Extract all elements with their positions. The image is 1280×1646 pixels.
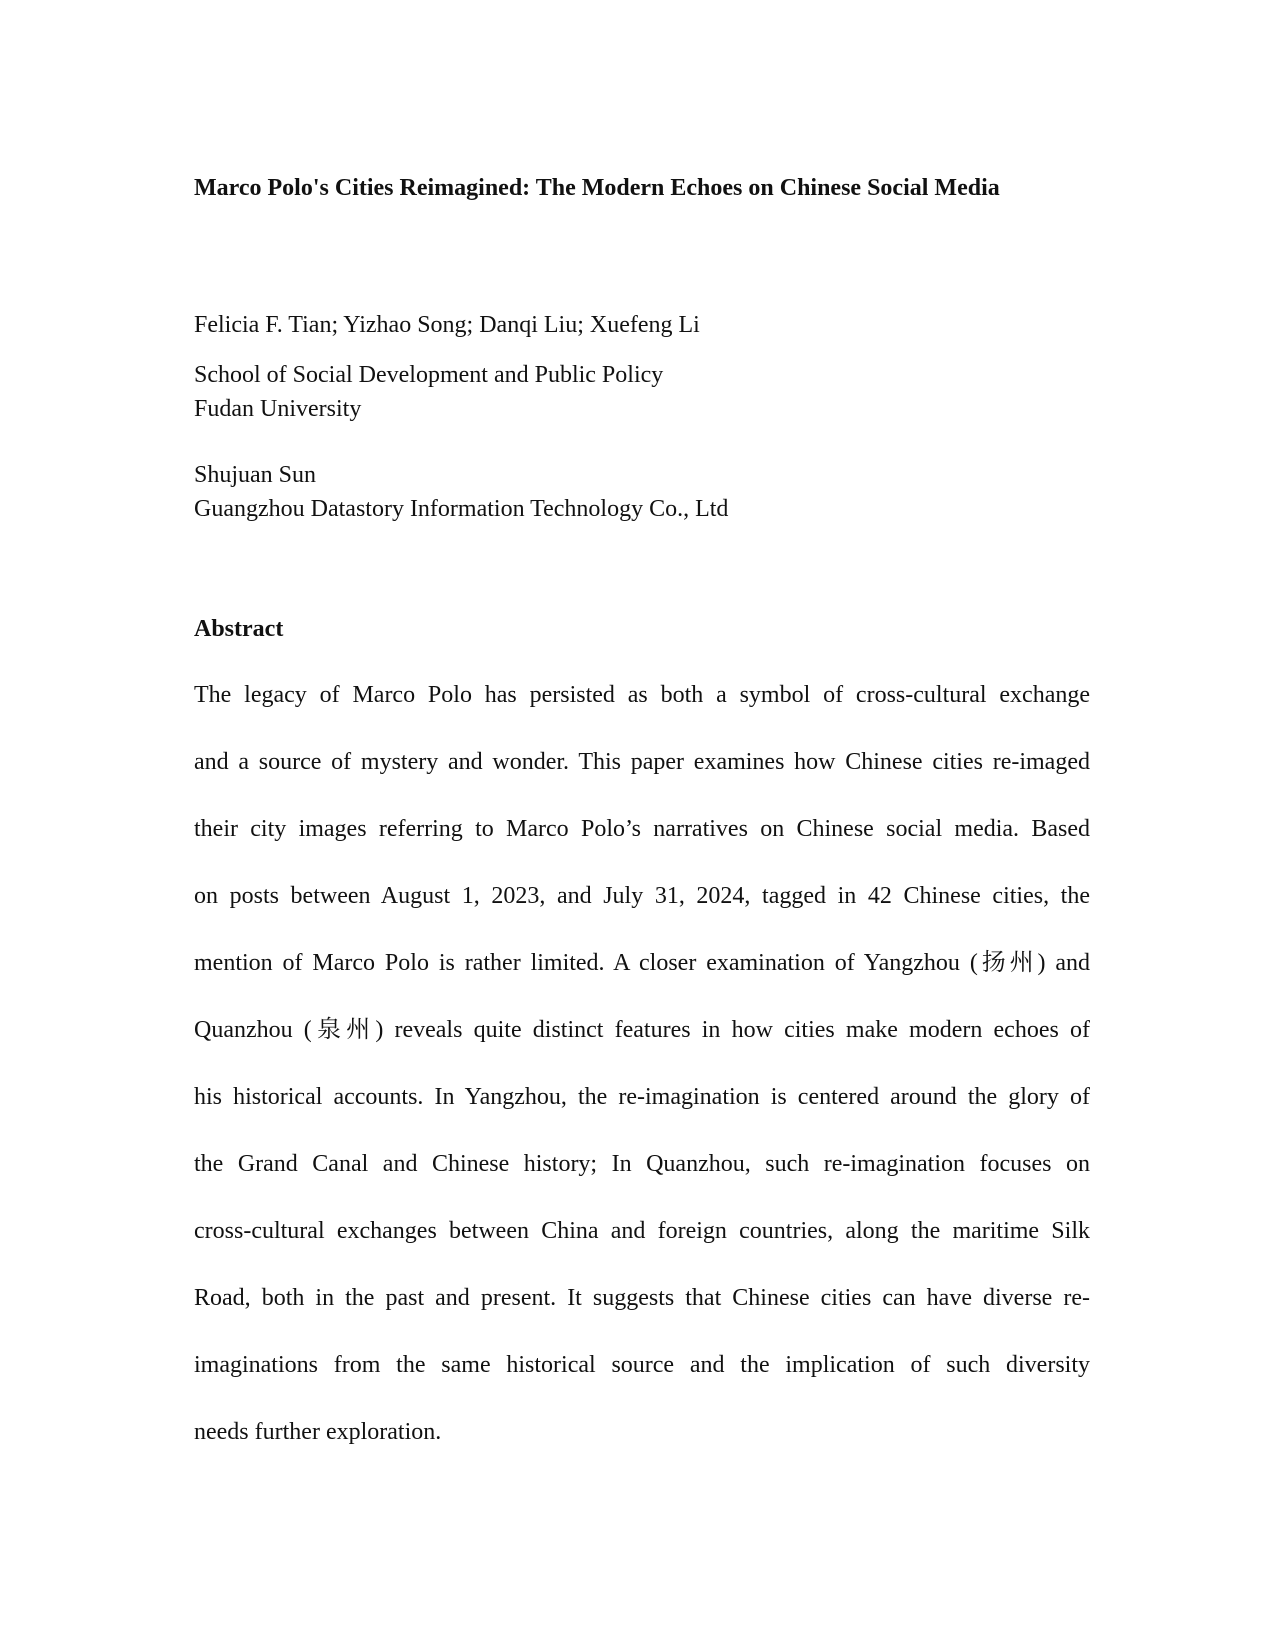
- abstract-line: cross-cultural exchanges between China and foreign countries, along the maritime Silk: [194, 1218, 1090, 1244]
- author-list: Felicia F. Tian; Yizhao Song; Danqi Liu; Xuefeng Li: [194, 312, 700, 338]
- abstract-line: mention of Marco Polo is rather limited. A closer examination of Yangzhou (扬州) and: [194, 950, 1090, 976]
- abstract-line: Road, both in the past and present. It suggests that Chinese cities can have diverse re-: [194, 1285, 1090, 1311]
- abstract-heading: Abstract: [194, 616, 284, 642]
- abstract-line: imaginations from the same historical source and the implication of such diversity: [194, 1352, 1090, 1378]
- abstract-body: [194, 678, 1090, 1482]
- affiliation-line: School of Social Development and Public Policy: [194, 362, 664, 388]
- abstract-line: The legacy of Marco Polo has persisted as both a symbol of cross-cultural exchange: [194, 682, 1090, 708]
- affiliation-line: Fudan University: [194, 396, 362, 422]
- abstract-line: and a source of mystery and wonder. This paper examines how Chinese cities re-imaged: [194, 749, 1090, 775]
- abstract-line: his historical accounts. In Yangzhou, the re-imagination is centered around the glory of: [194, 1084, 1090, 1110]
- affiliation-line: Guangzhou Datastory Information Technology Co., Ltd: [194, 496, 729, 522]
- affiliation-fudan: [194, 358, 663, 426]
- affiliation-line: Shujuan Sun: [194, 462, 317, 488]
- abstract-line: Quanzhou (泉州) reveals quite distinct features in how cities make modern echoes of: [194, 1017, 1090, 1043]
- abstract-line: their city images referring to Marco Polo’s narratives on Chinese social media. Based: [194, 816, 1090, 842]
- affiliation-datastory: [194, 458, 728, 526]
- abstract-line: the Grand Canal and Chinese history; In Quanzhou, such re-imagination focuses on: [194, 1151, 1090, 1177]
- abstract-line: needs further exploration.: [194, 1419, 442, 1445]
- paper-title: Marco Polo's Cities Reimagined: The Modern Echoes on Chinese Social Media: [194, 175, 1000, 201]
- abstract-line: on posts between August 1, 2023, and July 31, 2024, tagged in 42 Chinese cities, the: [194, 883, 1090, 909]
